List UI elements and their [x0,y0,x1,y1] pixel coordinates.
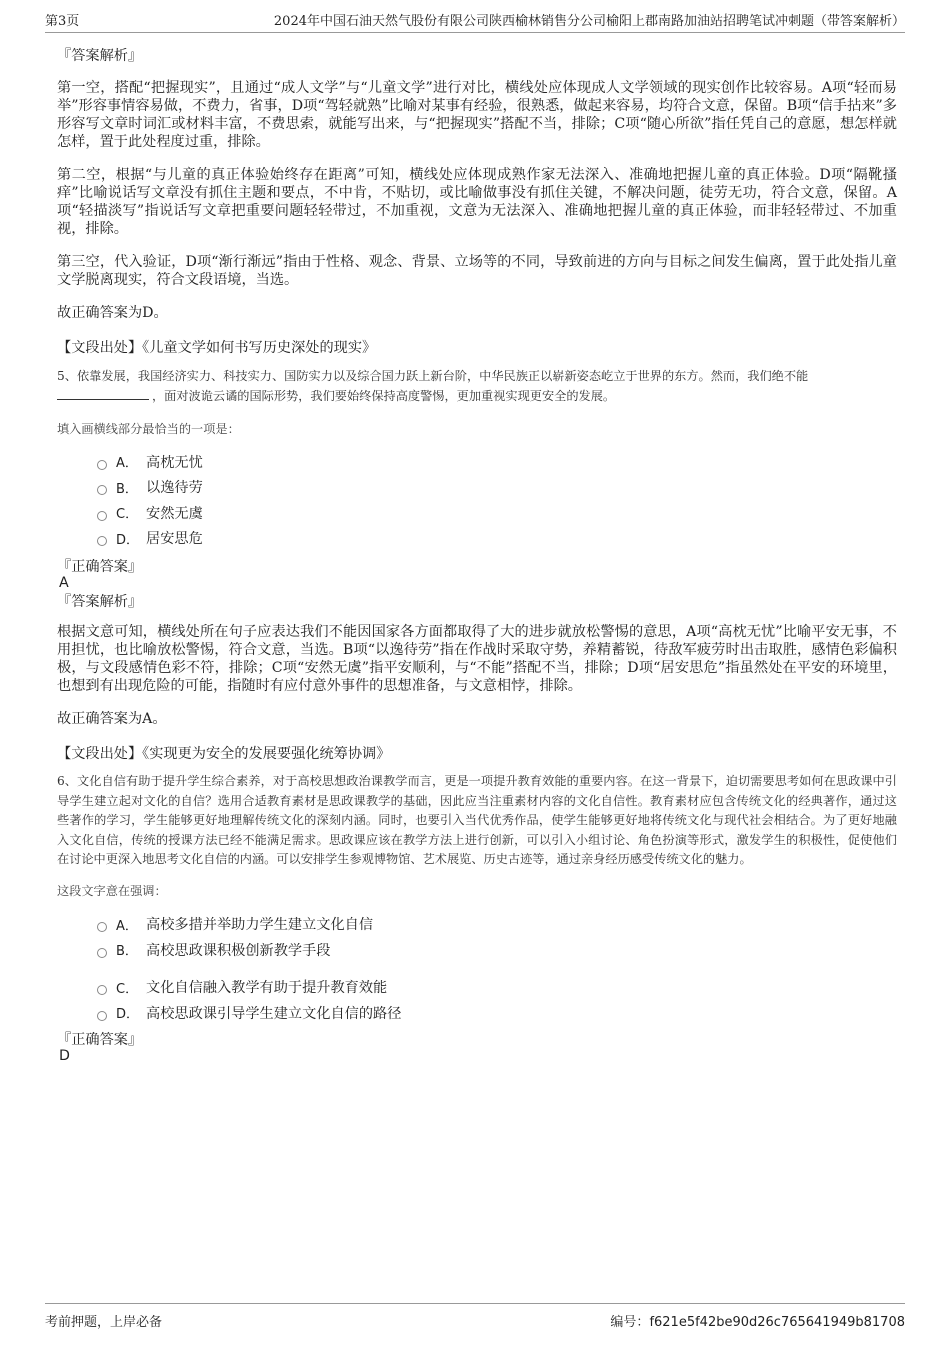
q5-answer-label: 『正确答案』 [57,559,143,575]
q5-option-d[interactable] [97,526,897,552]
option-letter: C． [116,507,139,523]
q5-options [97,449,897,551]
option-letter: B． [116,944,138,960]
option-letter: B． [116,481,138,497]
q5-option-c[interactable] [97,500,897,526]
option-text: 居安思危 [146,531,203,548]
q5-stem [57,367,897,406]
option-text: 高枕无忧 [146,454,203,471]
q4-conclusion: 故正确答案为D。 [57,305,168,321]
q5-analysis: 根据文意可知，横线处所在句子应表达我们不能因国家各方面都取得了大的进步就放松警惕的意思，A项“高枕无忧”比喻平安无事，不用担忧，也比喻放松警惕，符合文意，当选。B项“以逸待劳”指在作战时采取守势，养精蓄锐，待敌军疲劳时出击取胜，感情色彩偏积极，与文段感情色彩不符，排除；C项“安然无虞”指平安顺利，与“不能”搭配不当，排除；D项“居安思危”指虽然处在平安的环境里，也想到有出现危险的可能，指随时有应付意外事件的思想准备，与文意相悖，排除。 [57,624,897,694]
q5-answer: A [59,575,69,591]
q5-analysis-label: 『答案解析』 [57,594,143,610]
option-letter: D． [116,532,140,548]
q4-analysis-p3: 第三空，代入验证，D项“渐行渐远”指由于性格、观念、背景、立场等的不同，导致前进的方向与目标之间发生偏离，置于此处指儿童文学脱离现实，符合文段语境，当选。 [57,254,897,288]
q5-stem-a: 5、依靠发展，我国经济实力、科技实力、国防实力以及综合国力跃上新台阶，中华民族正以崭新姿态屹立于世界的东方。然而，我们绝不能 [57,369,809,383]
footer-code-value: f621e5f42be90d26c765641949b81708 [649,1315,905,1330]
radio-icon[interactable] [97,511,107,521]
option-text: 以逸待劳 [146,480,203,497]
option-text: 安然无虞 [146,505,203,522]
option-letter: D． [116,1007,140,1023]
q6-option-a[interactable] [97,912,897,938]
q4-source: 【文段出处】《儿童文学如何书写历史深处的现实》 [57,340,377,356]
q5-prompt: 填入画横线部分最恰当的一项是： [57,422,240,436]
page-footer [45,1303,905,1328]
q5-stem-b: ，面对波诡云谲的国际形势，我们要始终保持高度警惕，更加重视实现更安全的发展。 [152,388,616,403]
q5-blank-line [57,387,149,400]
option-text: 高校多措并举助力学生建立文化自信 [146,917,374,934]
option-text: 高校思政课积极创新教学手段 [146,942,331,959]
q5-conclusion: 故正确答案为A。 [57,711,167,727]
radio-icon[interactable] [97,485,107,495]
q6-stem: 6、文化自信有助于提升学生综合素养，对于高校思想政治课教学而言，更是一项提升教育效能的重要内容。在这一背景下，迫切需要思考如何在思政课中引导学生建立起对文化的自信？选用合适教育素材是思政课教学的基础，因此应当注重素材内容的文化自信性。教育素材应包含传统文化的经典著作，通过这些著作的学习，学生能够更好地理解传统文化的深刻内涵。同时，也要引入当代优秀作品，使学生能够更好地将传统文化与现代社会相结合。为了更好地融入文化自信，传统的授课方法已经不能满足需求。思政课应该在教学方法上进行创新，可以引入小组讨论、角色扮演等形式，激发学生的积极性，促使他们在讨论中更深入地思考文化自信的内涵。可以安排学生参观博物馆、艺术展览、历史古迹等，通过亲身经历感受传统文化的魅力。 [57,774,897,866]
q6-options [97,912,897,1026]
radio-icon[interactable] [97,985,107,995]
q5-source: 【文段出处】《实现更为安全的发展要强化统筹协调》 [57,746,391,762]
q6-answer: D [59,1047,70,1064]
q4-analysis-p1: 第一空，搭配“把握现实”，且通过“成人文学”与“儿童文学”进行对比，横线处应体现成人文学领域的现实创作比较容易。A项“轻而易举”形容事情容易做，不费力，省事，D项“驾轻就熟”比喻对某事有经验，很熟悉，做起来容易，均符合文意，保留。B项“信手拈来”多形容写文章时词汇或材料丰富，不费思索，就能写出来，与“把握现实”搭配不当，排除；C项“随心所欲”指任凭自己的意愿，想怎样就怎样，置于此处程度过重，排除。 [57,80,897,150]
option-text: 高校思政课引导学生建立文化自信的路径 [146,1005,402,1022]
radio-icon[interactable] [97,536,107,546]
radio-icon[interactable] [97,948,107,958]
page-content [57,45,897,1064]
q6-prompt: 这段文字意在强调： [57,883,167,898]
page-number: 第3页 [45,14,80,29]
option-letter: C． [116,981,139,997]
page-header [45,12,905,33]
option-letter: A． [116,456,138,472]
q5-option-a[interactable] [97,449,897,475]
q4-analysis-label: 『答案解析』 [57,48,143,64]
q6-option-c[interactable] [97,975,897,1001]
footer-code [610,1311,905,1330]
document-title: 2024年中国石油天然气股份有限公司陕西榆林销售分公司榆阳上郡南路加油站招聘笔试冲刺题（带答案解析） [273,14,905,29]
q4-analysis-p2: 第二空，根据“与儿童的真正体验始终存在距离”可知，横线处应体现成熟作家无法深入、准确地把握儿童的真正体验。D项“隔靴搔痒”比喻说话写文章没有抓住主题和要点，不中肯，不贴切，或比喻做事没有抓住关键，不解决问题，徒劳无功，符合文意，保留。A项“轻描淡写”指说话写文章把重要问题轻轻带过，不加重视，文意为无法深入、准确地把握儿童的真正体验，而非轻轻带过、不加重视，排除。 [57,167,897,237]
radio-icon[interactable] [97,460,107,470]
radio-icon[interactable] [97,1011,107,1021]
option-text: 文化自信融入教学有助于提升教育效能 [146,980,388,997]
footer-code-label: 编号： [610,1315,650,1330]
footer-slogan: 考前押题，上岸必备 [45,1315,163,1330]
q6-option-d[interactable] [97,1000,897,1026]
q6-answer-label: 『正确答案』 [57,1031,143,1048]
radio-icon[interactable] [97,922,107,932]
q6-option-b[interactable] [97,937,897,963]
q5-option-b[interactable] [97,475,897,501]
option-letter: A． [116,918,138,934]
